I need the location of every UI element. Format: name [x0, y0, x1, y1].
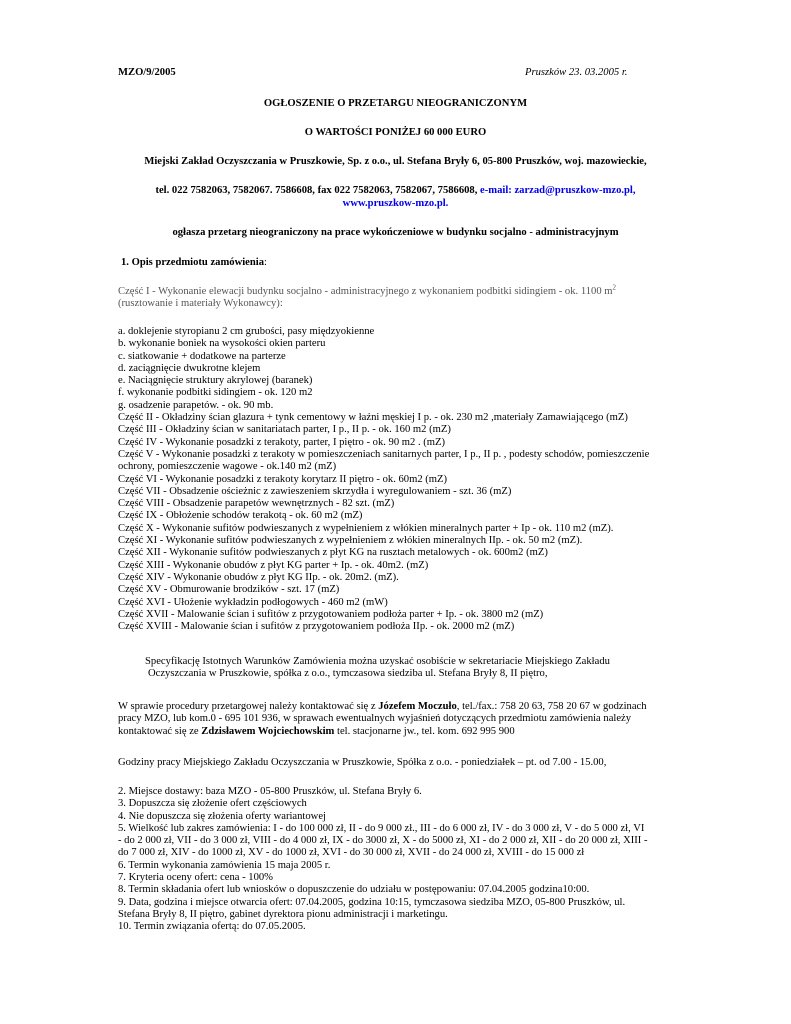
list-item: Część II - Okładziny ścian glazura + tynk cementowy w łaźni męskiej I p. - ok. 230 m2 ,materiały Zamawiającego (mZ): [118, 412, 628, 424]
list-item: g. osadzenie parapetów. - ok. 90 mb.: [118, 399, 274, 411]
terms-list: [118, 786, 648, 934]
list-item: 6. Termin wykonania zamówienia 15 maja 2005 r.: [118, 859, 331, 871]
list-item: do 7 000 zł, XIV - do 1000 zł, XV - do 1000 zł, XVI - do 30 000 zł, XVII - do 24 000 zł, XVIII - do 15 000 zł: [118, 847, 585, 859]
list-item: 4. Nie dopuszcza się złożenia oferty wariantowej: [118, 810, 326, 822]
list-item: Część XIV - Wykonanie obudów z płyt KG IIp. - ok. 20m2. (mZ).: [118, 571, 399, 583]
email-link[interactable]: e-mail: zarzad@pruszkow-mzo.pl,: [480, 185, 636, 196]
list-item: Część XIII - Wykonanie obudów z płyt KG parter + Ip. - ok. 40m2. (mZ): [118, 559, 429, 571]
website-link[interactable]: www.pruszkow-mzo.pl.: [342, 198, 449, 209]
contact-person-2: Zdzisławem Wojciechowskim: [201, 725, 335, 737]
organization-contact-line: [0, 184, 791, 197]
list-item: f. wykonanie podbitki sidingiem - ok. 120 m2: [118, 387, 313, 399]
list-item: b. wykonanie boniek na wysokości okien parteru: [118, 338, 326, 350]
contact-paragraph: [118, 701, 647, 738]
title-line-1: OGŁOSZENIE O PRZETARGU NIEOGRANICZONYM: [263, 98, 528, 109]
list-item: Część VII - Obsadzenie ościeżnic z zawieszeniem skrzydła i wyregulowaniem - szt. 36 (mZ): [118, 485, 512, 497]
working-hours: Godziny pracy Miejskiego Zakładu Oczyszczania w Pruszkowie, Spółka z o.o. - poniedziałek – pt. od 7.00 - 15.00,: [118, 757, 607, 768]
list-item: 8. Termin składania ofert lub wniosków o dopuszczenie do udziału w postępowaniu: 07.04.2005 godzina10:00.: [118, 884, 590, 896]
organization-name: Miejski Zakład Oczyszczania w Pruszkowie, Sp. z o.o., ul. Stefana Bryły 6, 05-800 Pruszków, woj. mazowieckie,: [144, 156, 647, 167]
section-1-heading: [121, 256, 267, 269]
contact-line-1: [118, 701, 647, 713]
list-item: a. doklejenie styropianu 2 cm grubości, pasy międzyokienne: [118, 326, 375, 337]
contact-text: W sprawie procedury przetargowej należy kontaktować się z: [118, 701, 379, 712]
contact-text: , tel./fax.: 758 20 63, 758 20 67 w godzinach: [456, 701, 647, 712]
list-item: Część XII - Wykonanie sufitów podwieszanych z płyt KG na rusztach metalowych - ok. 600m2 (mZ): [118, 547, 548, 559]
list-item: 5. Wielkość lub zakres zamówienia: I - do 100 000 zł, II - do 9 000 zł., III - do 6 000 zł, IV - do 3 000 zł, V - do 5 000 zł, VI: [118, 822, 645, 834]
list-item: Część VI - Wykonanie posadzki z terakoty korytarz II piętro - ok. 60m2 (mZ): [118, 473, 448, 485]
list-item: 10. Termin związania ofertą: do 07.05.2005.: [118, 921, 306, 933]
part-1-superscript: 2: [612, 283, 617, 292]
list-item: 7. Kryteria oceny ofert: cena - 100%: [118, 872, 274, 884]
list-item: e. Naciągnięcie struktury akrylowej (baranek): [118, 375, 313, 387]
part-1-line-2: (rusztowanie i materiały Wykonawcy):: [118, 298, 283, 309]
contact-line-2: pracy MZO, lub kom.0 - 695 101 936, w sprawach ewentualnych wyjaśnień dotyczących przedmiotu zamówienia należy: [118, 713, 632, 725]
contact-text: tel. stacjonarne jw., tel. kom. 692 995 900: [334, 725, 515, 737]
spec-line-2: Oczyszczania w Pruszkowie, spółka z o.o., tymczasowa siedziba ul. Stefana Bryły 8, II piętro,: [148, 668, 548, 680]
list-item: Część XV - Obmurowanie brodzików - szt. 17 (mZ): [118, 584, 340, 596]
list-item: c. siatkowanie + dodatkowe na parterze: [118, 350, 286, 362]
announcement-intro: ogłasza przetarg nieograniczony na prace wykończeniowe w budynku socjalno - administracyjnym: [172, 227, 619, 238]
list-item: Część XVIII - Malowanie ścian i sufitów z przygotowaniem podłoża IIp. - ok. 2000 m2 (mZ): [118, 621, 515, 633]
list-item: Część XI - Wykonanie sufitów podwieszanych z wypełnieniem z włókien mineralnych IIp. - ok. 50 m2 (mZ).: [118, 535, 583, 547]
list-item: Część V - Wykonanie posadzki z terakoty w pomieszczeniach sanitarnych parter, I p., II p. , podesty schodów, pomieszczenie: [118, 448, 650, 460]
list-item: 2. Miejsce dostawy: baza MZO - 05-800 Pruszków, ul. Stefana Bryły 6.: [118, 786, 422, 797]
list-item: Część XVI - Ułożenie wykładzin podłogowych - 460 m2 (mW): [118, 596, 388, 608]
list-item: - do 2 000 zł, VII - do 3 000 zł, VIII - do 4 000 zł, IX - do 3000 zł, X - do 5000 zł, XI - do 2 000 zł, XII - do 20 000 zł, XIII -: [118, 835, 648, 847]
part-1-text: Część I - Wykonanie elewacji budynku socjalno - administracyjnego z wykonaniem podbitki sidingiem - ok. 1100 m: [118, 286, 613, 297]
list-item: Część III - Okładziny ścian w sanitariatach parter, I p., II p. - ok. 160 m2 (mZ): [118, 424, 451, 436]
list-item: Część VIII - Obsadzenie parapetów wewnętrznych - 82 szt. (mZ): [118, 498, 395, 510]
phone-fax: tel. 022 7582063, 7582067. 7586608, fax 022 7582063, 7582067, 7586608,: [155, 185, 478, 196]
contact-line-3: [118, 726, 647, 738]
title-line-2: O WARTOŚCI PONIŻEJ 60 000 EURO: [304, 127, 487, 138]
spec-line-1: Specyfikację Istotnych Warunków Zamówienia można uzyskać osobiście w sekretariacie Miejskiego Zakładu: [145, 656, 610, 667]
contact-person-1: Józefem Moczuło: [378, 701, 457, 712]
list-item: Część XVII - Malowanie ścian i sufitów z przygotowaniem podłoża parter + Ip. - ok. 3800 m2 (mZ): [118, 608, 544, 620]
list-item: 3. Dopuszcza się złożenie ofert częściowych: [118, 798, 307, 810]
list-item: ochrony, pomieszczenie wagowe - ok.140 m2 (mZ): [118, 461, 337, 473]
place-date: Pruszków 23. 03.2005 r.: [525, 67, 628, 78]
list-item: d. zaciągnięcie dwukrotne klejem: [118, 362, 261, 374]
list-item: Stefana Bryły 8, II piętro, gabinet dyrektora pionu administracji i marketingu.: [118, 908, 448, 920]
reference-number: MZO/9/2005: [118, 67, 176, 78]
list-item: 9. Data, godzina i miejsce otwarcia ofert: 07.04.2005, godzina 10:15, tymczasowa siedziba MZO, 05-800 Pruszków, ul.: [118, 896, 626, 908]
specification-paragraph: [145, 656, 610, 681]
list-item: Część IV - Wykonanie posadzki z terakoty, parter, I piętro - ok. 90 m2 . (mZ): [118, 436, 446, 448]
list-item: Część IX - Obłożenie schodów terakotą - ok. 60 m2 (mZ): [118, 510, 363, 522]
list-item: Część X - Wykonanie sufitów podwieszanych z wypełnieniem z włókien mineralnych parter + Ip - ok. 110 m2 (mZ).: [118, 522, 614, 534]
section-1-colon: :: [264, 257, 267, 268]
work-items-list: [118, 326, 649, 633]
section-1-title: 1. Opis przedmiotu zamówienia: [121, 257, 265, 268]
contact-text: kontaktować się ze: [118, 725, 202, 737]
